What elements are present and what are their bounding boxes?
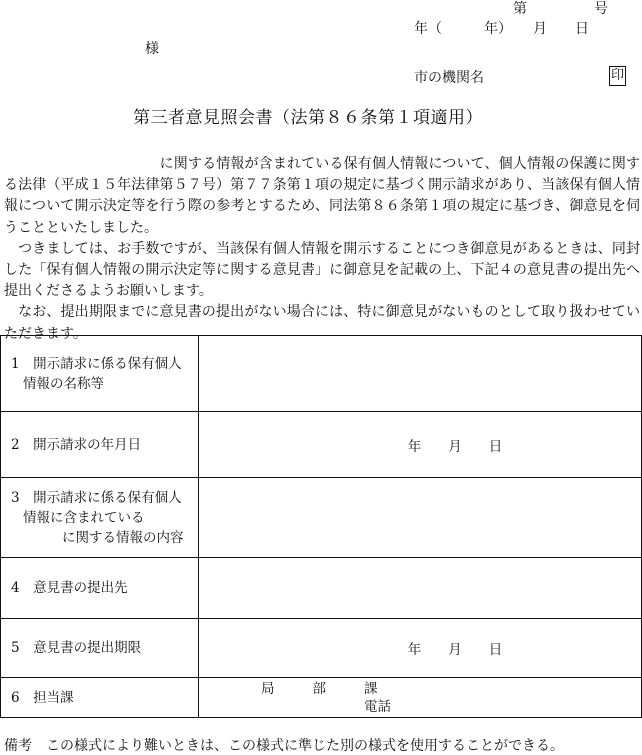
row-2-label: 2 開示請求の年月日 xyxy=(1,412,199,478)
table-row xyxy=(1,558,642,619)
row-3-label: 3 開示請求に係る保有個人 情報に含まれている に関する情報の内容 xyxy=(1,478,199,558)
row-3-value[interactable] xyxy=(199,478,642,558)
form-table xyxy=(0,335,642,718)
seal-mark: 印 xyxy=(609,66,626,86)
row-4-value[interactable] xyxy=(199,558,642,619)
addressee-suffix: 様 xyxy=(145,41,159,57)
footnote: 備考 この様式により難いときは、この様式に準じた別の様式を使用することができる。 xyxy=(4,738,564,754)
table-row xyxy=(1,619,642,678)
document-title: 第三者意見照会書（法第８６条第１項適用） xyxy=(133,108,483,128)
row-2-value[interactable]: 年 月 日 xyxy=(199,412,642,478)
row-4-label: 4 意見書の提出先 xyxy=(1,558,199,619)
row-1-label: 1 開示請求に係る保有個人 情報の名称等 xyxy=(1,336,199,412)
row-6-value[interactable]: 局 部 課 電話 xyxy=(199,678,642,718)
phone-label: 電話 xyxy=(364,698,391,715)
row-5-label: 5 意見書の提出期限 xyxy=(1,619,199,678)
number-go: 号 xyxy=(594,1,608,17)
body-text xyxy=(4,154,640,345)
row-6-label: 6 担当課 xyxy=(1,678,199,718)
body-paragraph-1: に関する情報が含まれている保有個人情報について、個人情報の保護に関する法律（平成１５年法律第５７号）第７７条第１項の規定に基づく開示請求があり、当該保有個人情報について開示決定等を行う際の参考とするため、同法第８６条第１項の規定に基づき、御意見を伺うことといたしました。 xyxy=(4,156,640,236)
table-row xyxy=(1,478,642,558)
row-5-value[interactable]: 年 月 日 xyxy=(199,619,642,678)
number-dai: 第 xyxy=(513,1,527,17)
table-row xyxy=(1,412,642,478)
table-row xyxy=(1,678,642,718)
table-row xyxy=(1,336,642,412)
body-paragraph-3: なお、提出期限までに意見書の提出がない場合には、特に御意見がないものとして取り扱わせていただきます。 xyxy=(4,304,640,342)
org-label: 市の機関名 xyxy=(414,70,484,86)
date-line: 年（ 年） 月 日 xyxy=(414,21,589,37)
body-paragraph-2: つきましては、お手数ですが、当該保有個人情報を開示することにつき御意見があるときは、同封した「保有個人情報の開示決定等に関する意見書」に御意見を記載の上、下記４の意見書の提出先へ提出くださるようお願いします。 xyxy=(4,240,640,300)
row-1-value[interactable] xyxy=(199,336,642,412)
